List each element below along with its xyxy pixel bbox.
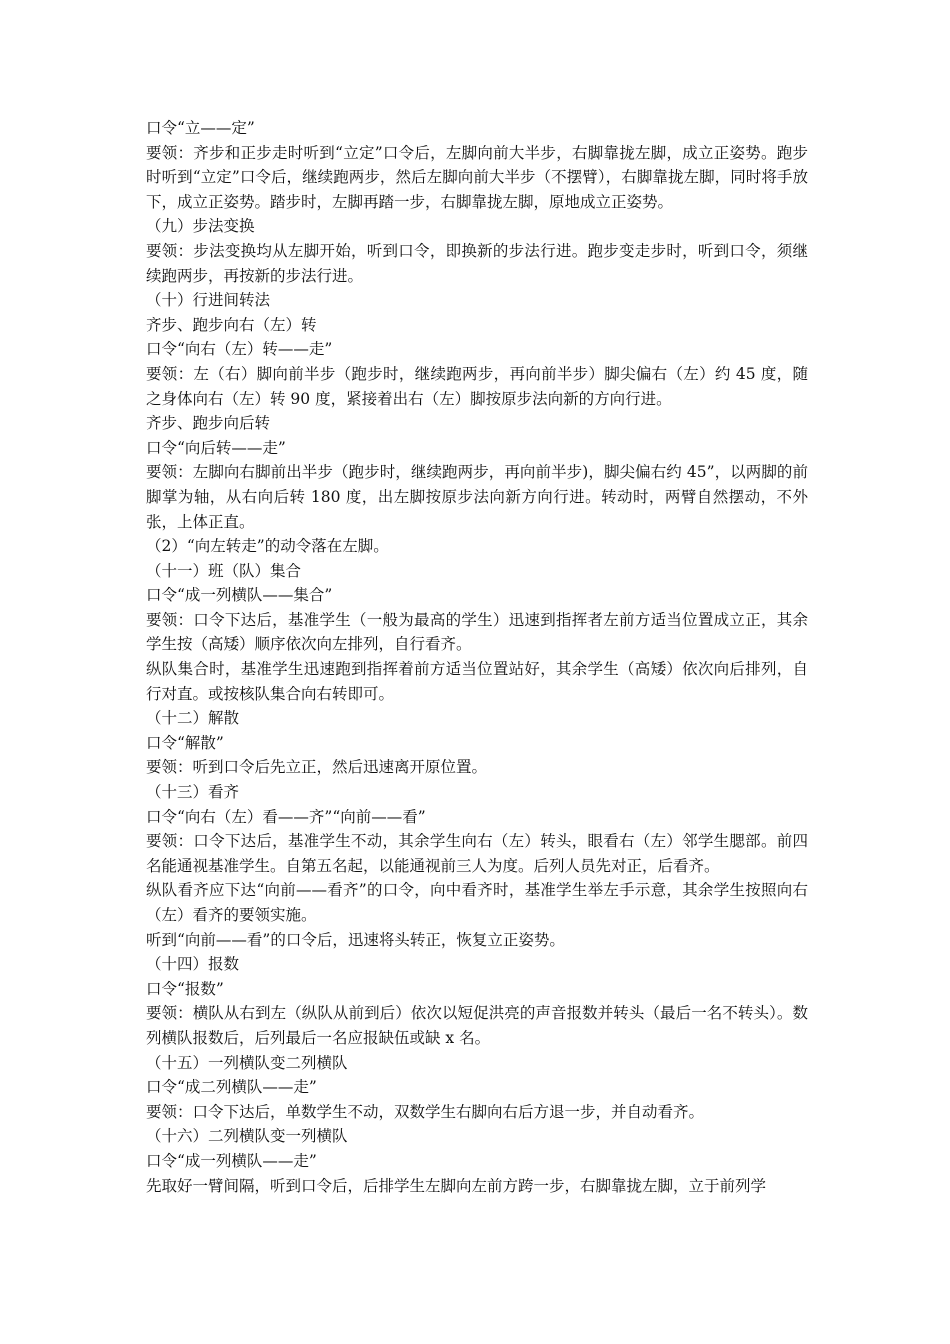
paragraph: 要领：口令下达后，基准学生不动，其余学生向右（左）转头，眼看右（左）邻学生腮部。前四名能通视基准学生。自第五名起，以能通视前三人为度。后列人员先对正，后看齐。 (146, 832, 808, 875)
paragraph: 口令“成一列横队——集合” (146, 586, 333, 605)
paragraph: 先取好一臂间隔，听到口令后，后排学生左脚向左前方跨一步，右脚靠拢左脚，立于前列学 (146, 1176, 767, 1195)
paragraph: 口令“报数” (146, 979, 224, 998)
paragraph: 要领：口令下达后，单数学生不动，双数学生右脚向右后方退一步，并自动看齐。 (146, 1102, 705, 1121)
section-heading: （十二）解散 (146, 709, 240, 728)
document-body (146, 116, 808, 1198)
section-heading: （九）步法变换 (146, 217, 255, 236)
paragraph: 口令“解散” (146, 733, 224, 752)
section-heading: （十四）报数 (146, 955, 240, 974)
paragraph: 要领：左脚向右脚前出半步（跑步时，继续跑两步，再向前半步)，脚尖偏右约 45”，以两脚的前脚掌为轴，从右向后转 180 度，出左脚按原步法向新方向行进。转动时，两臂自然摆动，不外张，上体正直。 (146, 463, 808, 531)
section-heading: （十）行进间转法 (146, 291, 271, 310)
paragraph: （2）“向左转走”的动令落在左脚。 (146, 537, 389, 556)
paragraph: 要领：口令下达后，基准学生（一般为最高的学生）迅速到指挥者左前方适当位置成立正，其余学生按（高矮）顺序依次向左排列，自行看齐。 (146, 610, 808, 654)
paragraph: 要领：横队从右到左（纵队从前到后）依次以短促洪亮的声音报数并转头（最后一名不转头）。数列横队报数后，后列最后一名应报缺伍或缺 x 名。 (146, 1004, 808, 1047)
paragraph: 要领：左（右）脚向前半步（跑步时，继续跑两步，再向前半步）脚尖偏右（左）约 45 度，随之身体向右（左）转 90 度，紧接着出右（左）脚按原步法向新的方向行进。 (146, 364, 808, 408)
paragraph: 齐步、跑步向右（左）转 (146, 315, 317, 334)
section-heading: （十三）看齐 (146, 783, 240, 802)
paragraph: 口令“立——定” (146, 119, 255, 137)
paragraph: 口令“向后转——走” (146, 438, 286, 457)
paragraph: 口令“向右（左）看——齐”“向前——看” (146, 807, 426, 826)
paragraph: 纵队集合时，基准学生迅速跑到指挥着前方适当位置站好，其余学生（高矮）依次向后排列，自行对直。或按核队集合向右转即可。 (146, 660, 808, 703)
section-heading: （十一）班（队）集合 (146, 561, 302, 580)
paragraph: 口令“成二列横队——走” (146, 1078, 317, 1097)
paragraph: 听到“向前——看”的口令后，迅速将头转正，恢复立正姿势。 (146, 930, 565, 949)
paragraph: 要领：听到口令后先立正，然后迅速离开原位置。 (146, 758, 488, 777)
section-heading: （十六）二列横队变一列横队 (146, 1127, 348, 1146)
paragraph: 要领：步法变换均从左脚开始，听到口令，即换新的步法行进。跑步变走步时，听到口令，须继续跑两步，再按新的步法行进。 (146, 241, 808, 285)
paragraph: 纵队看齐应下达“向前——看齐”的口令，向中看齐时，基准学生举左手示意，其余学生按照向右（左）看齐的要领实施。 (146, 881, 808, 924)
paragraph: 口令“向右（左）转——走” (146, 340, 333, 359)
paragraph: 齐步、跑步向后转 (146, 414, 271, 433)
section-heading: （十五）一列横队变二列横队 (146, 1053, 348, 1072)
paragraph: 口令“成一列横队——走” (146, 1151, 317, 1170)
paragraph: 要领：齐步和正步走时听到“立定”口令后，左脚向前大半步，右脚靠拢左脚，成立正姿势。跑步时听到“立定”口令后，继续跑两步，然后左脚向前大半步（不摆臂），右脚靠拢左脚，同时将手放下，成立正姿势。踏步时，左脚再踏一步，右脚靠拢左脚，原地成立正姿势。 (146, 143, 808, 211)
